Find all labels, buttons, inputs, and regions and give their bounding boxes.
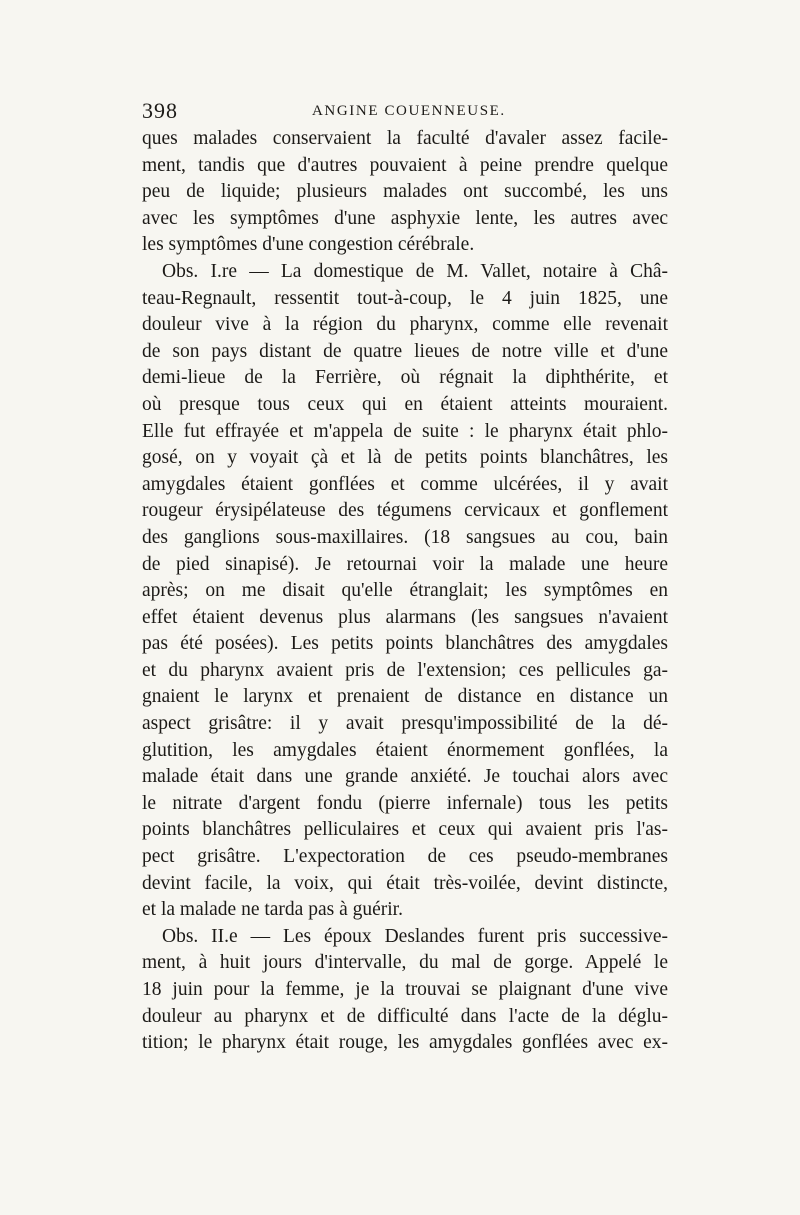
text-line: gosé, on y voyait çà et là de petits points blanchâtres, les — [142, 447, 668, 469]
text-line: de pied sinapisé). Je retournai voir la malade une heure — [142, 553, 668, 575]
page-number: 398 — [142, 98, 178, 123]
text-line: Obs. II.e — Les époux Deslandes furent pris successive- — [162, 925, 668, 947]
text-line: peu de liquide; plusieurs malades ont succombé, les uns — [142, 181, 668, 203]
text-line: devint facile, la voix, qui était très-voilée, devint distincte, — [142, 872, 668, 894]
text-line: tition; le pharynx était rouge, les amygdales gonflées avec ex- — [142, 1032, 668, 1054]
body-text — [142, 126, 668, 1057]
text-line: demi-lieue de la Ferrière, où régnait la diphthérite, et — [142, 367, 668, 389]
text-line: effet étaient devenus plus alarmans (les sangsues n'avaient — [142, 606, 668, 628]
text-line: 18 juin pour la femme, je la trouvai se plaignant d'une vive — [142, 979, 668, 1000]
text-line: et la malade ne tarda pas à guérir. — [142, 899, 403, 921]
text-line: douleur au pharynx et de difficulté dans l'acte de la déglu- — [142, 1005, 668, 1027]
text-line: de son pays distant de quatre lieues de notre ville et d'une — [142, 340, 668, 362]
text-line: rougeur érysipélateuse des tégumens cervicaux et gonflement — [142, 500, 668, 522]
text-line: ment, tandis que d'autres pouvaient à peine prendre quelque — [142, 154, 668, 176]
text-line: pect grisâtre. L'expectoration de ces pseudo-membranes — [142, 846, 668, 868]
text-line: teau-Regnault, ressentit tout-à-coup, le 4 juin 1825, une — [142, 287, 668, 309]
page-header — [142, 96, 668, 126]
text-line: les symptômes d'une congestion cérébrale. — [142, 234, 475, 256]
text-line: et du pharynx avaient pris de l'extension; ces pellicules ga- — [142, 659, 668, 681]
running-title: ANGINE COUENNEUSE. — [312, 103, 506, 119]
text-line: avec les symptômes d'une asphyxie lente, les autres avec — [142, 207, 668, 229]
text-line: gnaient le larynx et prenaient de distance en distance un — [142, 686, 668, 708]
text-line: malade était dans une grande anxiété. Je touchai alors avec — [142, 766, 668, 788]
text-line: douleur vive à la région du pharynx, comme elle revenait — [142, 314, 668, 336]
text-line: Obs. I.re — La domestique de M. Vallet, notaire à Châ- — [162, 260, 668, 282]
text-line: amygdales étaient gonflées et comme ulcérées, il y avait — [142, 473, 668, 495]
text-line: des ganglions sous-maxillaires. (18 sangsues au cou, bain — [142, 526, 668, 548]
text-line: points blanchâtres pelliculaires et ceux qui avaient pris l'as- — [142, 819, 668, 841]
text-line: ment, à huit jours d'intervalle, du mal de gorge. Appelé le — [142, 952, 668, 974]
text-line: Elle fut effrayée et m'appela de suite : le pharynx était phlo- — [142, 420, 668, 442]
text-line: où presque tous ceux qui en étaient atteints mouraient. — [142, 393, 668, 415]
text-line: après; on me disait qu'elle étranglait; les symptômes en — [142, 580, 668, 602]
text-line: pas été posées). Les petits points blanchâtres des amygdales — [142, 633, 668, 655]
text-line: glutition, les amygdales étaient énormement gonflées, la — [142, 739, 668, 761]
text-line: le nitrate d'argent fondu (pierre infernale) tous les petits — [142, 792, 668, 814]
text-line: ques malades conservaient la faculté d'avaler assez facile- — [142, 128, 668, 149]
text-line: aspect grisâtre: il y avait presqu'impossibilité de la dé- — [142, 713, 668, 735]
